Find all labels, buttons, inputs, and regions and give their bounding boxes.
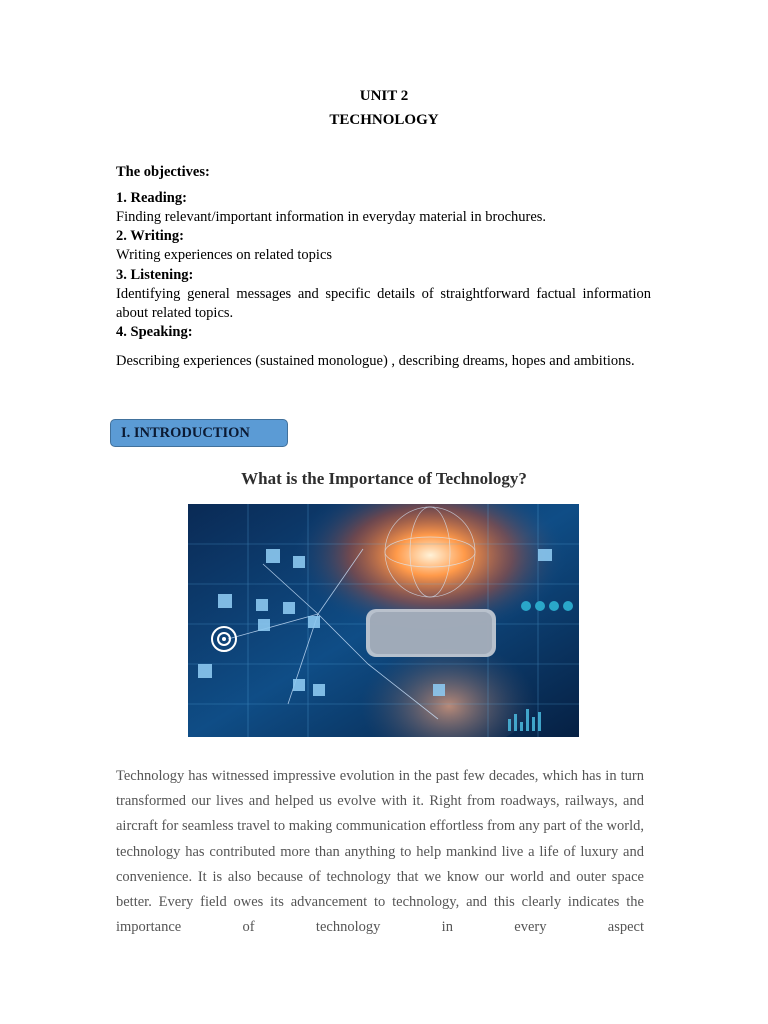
objective-reading-title: 1. Reading: (116, 190, 187, 206)
section-label: I. INTRODUCTION (121, 425, 250, 441)
objective-listening-title: 3. Listening: (116, 267, 194, 283)
objective-writing-title: 2. Writing: (116, 228, 184, 244)
objective-speaking-text: Describing experiences (sustained monologue) , describing dreams, hopes and ambitions. (116, 353, 635, 369)
article-title: What is the Importance of Technology? (241, 469, 527, 488)
objectives-heading: The objectives: (116, 164, 210, 180)
unit-heading: UNIT 2 (359, 88, 409, 104)
objective-speaking-title: 4. Speaking: (116, 324, 193, 340)
topic-heading: TECHNOLOGY (329, 112, 439, 128)
technology-image (188, 504, 579, 737)
technology-network-icon (188, 504, 579, 737)
objective-reading-text: Finding relevant/important information in everyday material in brochures. (116, 209, 547, 225)
section-label-box (110, 419, 288, 447)
article-paragraph: Technology has witnessed impressive evolution in the past few decades, which has in turn transformed our lives and helped us evolve with it. Right from roadways, railways, and aircraft for seamless travel to making communication effortless from any part of the world, technology has contributed more than anything to help mankind live a life of luxury and convenience. It is also because of technology that we know our world and outer space better. Every field owes its advancement to technology, and this clearly indicates the importance of technology in every aspect (116, 768, 645, 936)
objective-writing-text: Writing experiences on related topics (116, 247, 333, 263)
objective-listening-text: Identifying general messages and specific details of straightforward factual information about related topics. (116, 286, 651, 321)
